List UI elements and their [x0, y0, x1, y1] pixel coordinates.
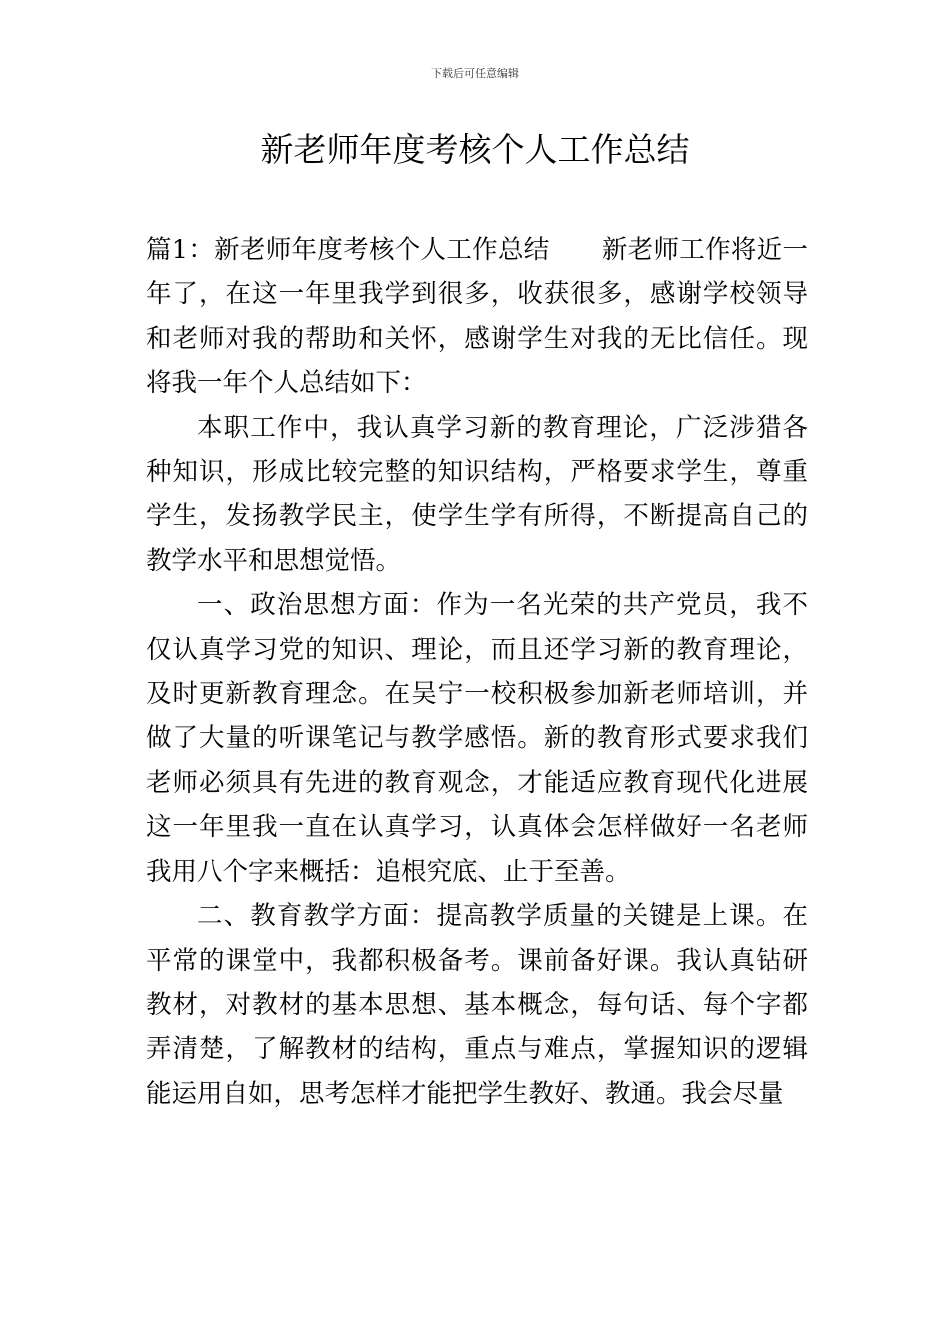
paragraph-intro — [146, 228, 808, 406]
paragraph-teaching: 二、教育教学方面：提高教学质量的关键是上课。在平常的课堂中，我都积极备考。课前备好课。我认真钻研教材，对教材的基本思想、基本概念，每句话、每个字都弄清楚，了解教材的结构，重点与难点，掌握知识的逻辑能运用自如，思考怎样才能把学生教好、教通。我会尽量 — [146, 901, 808, 1109]
section-lead: 篇1：新老师年度考核个人工作总结 — [146, 235, 550, 265]
paragraph-political-thought: 一、政治思想方面：作为一名光荣的共产党员，我不仅认真学习党的知识、理论，而且还学习新的教育理论，及时更新教育理念。在吴宁一校积极参加新老师培训，并做了大量的听课笔记与教学感悟。新的教育形式要求我们老师必须具有先进的教育观念，才能适应教育现代化进展这一年里我一直在认真学习，认真体会怎样做好一名老师我用八个字来概括：追根究底、止于至善。 — [146, 590, 808, 887]
document-title: 新老师年度考核个人工作总结 — [260, 130, 690, 169]
paragraph-work-overview: 本职工作中，我认真学习新的教育理论，广泛涉猎各种知识，形成比较完整的知识结构，严格要求学生，尊重学生，发扬教学民主，使学生学有所得，不断提高自己的教学水平和思想觉悟。 — [146, 412, 808, 576]
header-note: 下载后可任意编辑 — [431, 67, 519, 80]
document-body — [146, 228, 808, 1116]
intro-text: 新老师工作将近一年了，在这一年里我学到很多，收获很多，感谢学校领导和老师对我的帮助和关怀，感谢学生对我的无比信任。现将我一年个人总结如下： — [146, 235, 808, 399]
